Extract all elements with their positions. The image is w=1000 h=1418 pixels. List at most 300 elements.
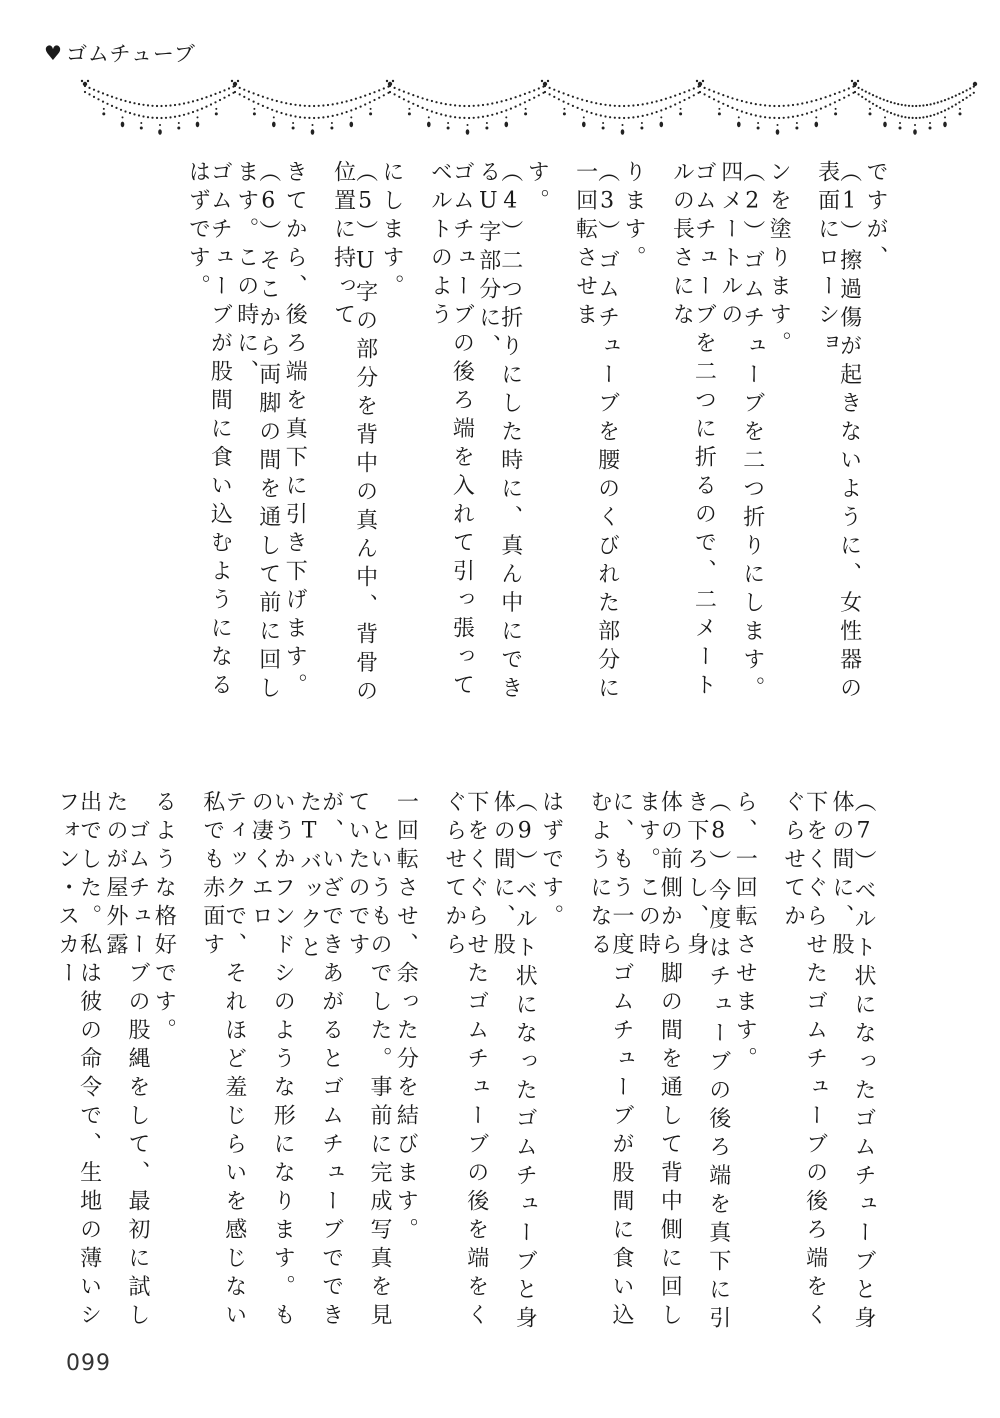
garland-dot bbox=[445, 103, 447, 105]
garland-dot bbox=[651, 112, 653, 114]
garland-dot bbox=[660, 116, 662, 118]
garland-dot bbox=[933, 102, 935, 104]
garland-dot bbox=[901, 115, 903, 117]
garland-dot bbox=[422, 107, 424, 109]
garland-dot bbox=[583, 116, 585, 118]
garland-dot bbox=[398, 96, 400, 98]
garland-dot bbox=[253, 92, 255, 94]
garland-dot bbox=[590, 101, 592, 103]
garland-dot bbox=[431, 110, 433, 112]
garland-dot bbox=[572, 105, 574, 107]
garland-dot bbox=[640, 127, 643, 130]
garland-dot bbox=[151, 105, 153, 107]
garland-dot bbox=[618, 105, 620, 107]
garland-dot bbox=[948, 108, 950, 110]
garland-dot bbox=[602, 127, 605, 130]
garland-dot bbox=[183, 114, 185, 116]
garland-dot bbox=[412, 94, 414, 96]
garland-dot bbox=[922, 116, 924, 118]
garland-dot bbox=[129, 101, 131, 103]
garland-dot bbox=[955, 103, 957, 105]
garland-dot bbox=[857, 80, 859, 82]
garland-dot bbox=[969, 94, 971, 96]
garland-dot bbox=[757, 127, 760, 130]
garland-dot bbox=[930, 115, 932, 117]
garland-dot bbox=[869, 108, 871, 110]
garland-dot bbox=[519, 103, 521, 105]
page-number: 099 bbox=[66, 1351, 111, 1376]
garland-drop bbox=[883, 122, 887, 128]
garland-dot bbox=[834, 101, 836, 103]
text-column: はずです。 bbox=[538, 790, 564, 933]
garland-dot bbox=[944, 109, 946, 111]
garland-dot bbox=[426, 109, 428, 111]
garland-dot bbox=[901, 104, 903, 106]
garland-dot bbox=[937, 101, 939, 103]
garland-dot bbox=[239, 93, 241, 95]
garland-dot bbox=[966, 89, 968, 91]
garland-dot bbox=[103, 108, 105, 110]
garland-dot bbox=[156, 105, 158, 107]
garland-dot bbox=[93, 89, 95, 91]
garland-dot bbox=[872, 103, 874, 105]
garland-dot bbox=[549, 93, 551, 95]
garland-dot bbox=[679, 101, 681, 103]
garland-dot bbox=[577, 97, 579, 99]
garland-dot bbox=[223, 97, 225, 99]
garland-dot bbox=[459, 117, 461, 119]
garland-dot bbox=[422, 97, 424, 99]
garland-dot bbox=[904, 104, 906, 106]
garland-dot bbox=[778, 105, 780, 107]
section-header bbox=[44, 38, 196, 68]
garland-dot bbox=[408, 112, 411, 115]
garland-dot bbox=[741, 110, 743, 112]
garland-dot bbox=[547, 80, 549, 82]
garland-dot bbox=[958, 93, 960, 95]
garland-dot bbox=[276, 100, 278, 102]
garland-dot bbox=[797, 115, 799, 117]
garland-dot bbox=[851, 80, 853, 82]
garland-dot bbox=[868, 92, 870, 94]
garland-dot bbox=[322, 104, 324, 106]
garland-dot bbox=[549, 87, 551, 89]
garland-dot bbox=[558, 98, 560, 100]
garland-drop bbox=[776, 129, 780, 135]
garland-dot bbox=[699, 91, 701, 93]
garland-dot bbox=[388, 82, 392, 86]
garland-dot bbox=[727, 96, 729, 98]
garland-dot bbox=[581, 99, 583, 101]
garland-dot bbox=[435, 101, 437, 103]
garland-dot bbox=[727, 105, 729, 107]
garland-dot bbox=[327, 116, 329, 118]
garland-dot bbox=[623, 105, 625, 107]
garland-dot bbox=[174, 116, 176, 118]
garland-dot bbox=[848, 87, 850, 89]
garland-dot bbox=[731, 97, 733, 99]
garland-dot bbox=[435, 112, 437, 114]
garland-dot bbox=[398, 89, 400, 91]
garland-dot bbox=[431, 100, 433, 102]
garland-dot bbox=[670, 106, 672, 108]
garland-dot bbox=[577, 107, 579, 109]
garland-dot bbox=[693, 94, 695, 96]
garland-dot bbox=[683, 99, 685, 101]
garland-dot bbox=[966, 97, 968, 99]
garland-dot bbox=[408, 92, 410, 94]
garland-dot bbox=[447, 122, 449, 124]
garland-dot bbox=[811, 100, 813, 102]
garland-dot bbox=[787, 116, 789, 118]
garland-dot bbox=[883, 109, 885, 111]
garland-dot bbox=[88, 93, 90, 95]
garland-dot bbox=[929, 127, 932, 130]
garland-dot bbox=[926, 104, 928, 106]
garland-dot bbox=[915, 105, 917, 107]
garland-dot bbox=[440, 102, 442, 104]
garland-dot bbox=[940, 111, 942, 113]
garland-dot bbox=[919, 105, 921, 107]
garland-dot bbox=[392, 80, 394, 82]
garland-dot bbox=[151, 117, 153, 119]
garland-dot bbox=[403, 91, 405, 93]
garland-dot bbox=[595, 102, 597, 104]
garland-dot bbox=[140, 127, 143, 130]
garland-dot bbox=[614, 117, 616, 119]
garland-dot bbox=[373, 91, 375, 93]
garland-dot bbox=[590, 112, 592, 114]
garland-drop bbox=[121, 122, 125, 128]
garland-dot bbox=[637, 116, 639, 118]
garland-dot bbox=[292, 122, 294, 124]
garland-dot bbox=[670, 96, 672, 98]
garland-dot bbox=[285, 113, 287, 115]
garland-dot bbox=[426, 99, 428, 101]
garland-dot bbox=[806, 112, 808, 114]
garland-dot bbox=[355, 108, 357, 110]
garland-dot bbox=[632, 116, 634, 118]
garland-dot bbox=[159, 124, 161, 126]
garland-dot bbox=[192, 111, 194, 113]
garland-dot bbox=[463, 117, 465, 119]
garland-dot bbox=[533, 89, 535, 91]
garland-dot bbox=[861, 96, 863, 98]
garland-dot bbox=[604, 104, 606, 106]
garland-dot bbox=[973, 82, 977, 86]
garland-dot bbox=[750, 102, 752, 104]
garland-dot bbox=[505, 109, 507, 111]
garland-dot bbox=[801, 114, 803, 116]
garland-dot bbox=[83, 82, 87, 86]
garland-dot bbox=[908, 117, 910, 119]
garland-dot bbox=[205, 96, 207, 98]
garland-dot bbox=[394, 87, 396, 89]
garland-dot bbox=[538, 94, 540, 96]
garland-dot bbox=[501, 100, 503, 102]
garland-dot bbox=[378, 97, 380, 99]
garland-dot bbox=[897, 114, 899, 116]
garland-dot bbox=[124, 110, 126, 112]
garland-dot bbox=[656, 100, 658, 102]
garland-dot bbox=[234, 91, 236, 93]
garland-dot bbox=[122, 116, 124, 118]
text-column: ら、一回転させます。 bbox=[732, 790, 758, 1075]
garland-dot bbox=[777, 124, 779, 126]
garland-dot bbox=[228, 94, 230, 96]
garland-dot bbox=[876, 105, 878, 107]
garland-dot bbox=[674, 95, 676, 97]
garland-dot bbox=[879, 107, 881, 109]
garland-dot bbox=[745, 101, 747, 103]
garland-dot bbox=[680, 108, 682, 110]
garland-dot bbox=[541, 80, 543, 82]
garland-dot bbox=[525, 108, 527, 110]
garland-dot bbox=[389, 91, 391, 93]
garland-dot bbox=[937, 112, 939, 114]
garland-dot bbox=[815, 116, 817, 118]
garland-dot bbox=[160, 105, 162, 107]
text-column: （2）ゴムチューブを二つ折りにします。四メートルの bbox=[717, 160, 765, 705]
garland-dot bbox=[797, 103, 799, 105]
garland-drop bbox=[311, 129, 315, 135]
garland-dot bbox=[133, 113, 135, 115]
garland-dot bbox=[294, 104, 296, 106]
garland-drop bbox=[815, 122, 819, 128]
garland-dot bbox=[196, 99, 198, 101]
garland-dot bbox=[915, 117, 917, 119]
garland-dot bbox=[196, 109, 198, 111]
garland-dot bbox=[140, 122, 142, 124]
garland-dot bbox=[783, 105, 785, 107]
garland-dot bbox=[912, 117, 914, 119]
garland-dot bbox=[806, 101, 808, 103]
garland-dot bbox=[563, 108, 565, 110]
garland-dot bbox=[959, 108, 961, 110]
garland-dot bbox=[228, 87, 230, 89]
garland-dot bbox=[955, 95, 957, 97]
text-column: （9）ベルト状になったゴムチューブと身体の間に、股 bbox=[490, 790, 538, 1335]
text-column: るような格好です。 bbox=[151, 790, 177, 1047]
garland-dot bbox=[253, 112, 256, 115]
garland-dot bbox=[759, 115, 761, 117]
garland-dot bbox=[178, 122, 180, 124]
text-column: （7）ベルト状になったゴムチューブと身体の間に、股 bbox=[829, 790, 876, 1335]
garland-dot bbox=[445, 114, 447, 116]
garland-dot bbox=[969, 87, 971, 89]
garland-dot bbox=[865, 91, 867, 93]
garland-dot bbox=[544, 91, 546, 93]
garland-dot bbox=[408, 101, 410, 103]
garland-dot bbox=[417, 105, 419, 107]
garland-dot bbox=[142, 104, 144, 106]
garland-drop bbox=[272, 122, 276, 128]
garland-dot bbox=[106, 94, 108, 96]
garland-dot bbox=[674, 103, 676, 105]
garland-dot bbox=[679, 112, 682, 115]
garland-dot bbox=[618, 117, 620, 119]
garland-dot bbox=[524, 101, 526, 103]
text-column: ンを塗ります。 bbox=[766, 160, 792, 360]
garland-dot bbox=[467, 124, 469, 126]
garland-dot bbox=[764, 116, 766, 118]
garland-dot bbox=[914, 124, 916, 126]
garland-dot bbox=[491, 114, 493, 116]
garland-dot bbox=[138, 103, 140, 105]
garland-dot bbox=[87, 80, 89, 82]
garland-dot bbox=[330, 127, 333, 130]
garland-dot bbox=[304, 105, 306, 107]
garland-dot bbox=[276, 110, 278, 112]
garland-dot bbox=[510, 98, 512, 100]
garland-dot bbox=[192, 100, 194, 102]
garland-dot bbox=[519, 95, 521, 97]
garland-dot bbox=[187, 112, 189, 114]
garland-dot bbox=[318, 105, 320, 107]
garland-dot bbox=[84, 91, 86, 93]
garland-dot bbox=[693, 87, 695, 89]
garland-dot bbox=[369, 93, 371, 95]
garland-dot bbox=[336, 102, 338, 104]
garland-dot bbox=[696, 80, 698, 82]
garland-drop bbox=[427, 122, 431, 128]
garland-dot bbox=[886, 100, 888, 102]
garland-dot bbox=[147, 116, 149, 118]
garland-dot bbox=[253, 108, 255, 110]
garland-dot bbox=[538, 87, 540, 89]
garland-dot bbox=[811, 111, 813, 113]
garland-dot bbox=[926, 116, 928, 118]
garland-dot bbox=[487, 115, 489, 117]
garland-dot bbox=[553, 96, 555, 98]
text-column: が、いざできあがるとゴムチューブでできたTバックと bbox=[296, 790, 344, 1332]
garland-dot bbox=[854, 91, 856, 93]
garland-dot bbox=[736, 109, 738, 111]
garland-dot bbox=[704, 87, 706, 89]
garland-dot bbox=[364, 103, 366, 105]
garland-dot bbox=[642, 103, 644, 105]
garland-dot bbox=[350, 99, 352, 101]
garland-dot bbox=[581, 109, 583, 111]
garland-dot bbox=[428, 116, 430, 118]
garland-dot bbox=[187, 101, 189, 103]
garland-dot bbox=[820, 108, 822, 110]
garland-dot bbox=[133, 102, 135, 104]
garland-dot bbox=[210, 103, 212, 105]
garland-dot bbox=[738, 116, 740, 118]
garland-dot bbox=[487, 103, 489, 105]
garland-dot bbox=[755, 103, 757, 105]
garland-dot bbox=[243, 89, 245, 91]
garland-dot bbox=[412, 103, 414, 105]
garland-dot bbox=[600, 114, 602, 116]
garland-dot bbox=[386, 80, 388, 82]
garland-dot bbox=[142, 115, 144, 117]
garland-dot bbox=[628, 105, 630, 107]
garland-dot bbox=[883, 99, 885, 101]
garland-dot bbox=[894, 102, 896, 104]
garland-dot bbox=[702, 80, 704, 82]
garland-dot bbox=[718, 92, 720, 94]
garland-dot bbox=[253, 101, 255, 103]
garland-dot bbox=[843, 89, 845, 91]
garland-dot bbox=[708, 96, 710, 98]
garland-dot bbox=[88, 87, 90, 89]
garland-dot bbox=[299, 116, 301, 118]
garland-dot bbox=[930, 103, 932, 105]
garland-dot bbox=[248, 91, 250, 93]
garland-dot bbox=[604, 115, 606, 117]
garland-dot bbox=[473, 117, 475, 119]
garland-dot bbox=[350, 116, 352, 118]
garland-dot bbox=[510, 108, 512, 110]
garland-dot bbox=[515, 96, 517, 98]
garland-dot bbox=[679, 93, 681, 95]
garland-dot bbox=[174, 104, 176, 106]
garland-dot bbox=[838, 99, 840, 101]
garland-dot bbox=[563, 101, 565, 103]
garland-dot bbox=[183, 102, 185, 104]
garland-dot bbox=[718, 101, 720, 103]
garland-dot bbox=[165, 105, 167, 107]
garland-dot bbox=[865, 98, 867, 100]
garland-dot bbox=[769, 105, 771, 107]
garland-drop bbox=[505, 122, 509, 128]
garland-dot bbox=[736, 99, 738, 101]
garland-dot bbox=[829, 103, 831, 105]
garland-dot bbox=[308, 105, 310, 107]
garland-dot bbox=[778, 117, 780, 119]
garland-dot bbox=[219, 99, 221, 101]
garland-dot bbox=[449, 115, 451, 117]
garland-dot bbox=[858, 93, 860, 95]
garland-dot bbox=[815, 109, 817, 111]
garland-dot bbox=[331, 122, 333, 124]
text-column: というものでした。事前に完成写真を見ていたのです bbox=[345, 790, 392, 1332]
text-column: （3）ゴムチューブを腰のくびれた部分に一回転させま bbox=[572, 160, 620, 705]
garland-dot bbox=[355, 98, 357, 100]
garland-dot bbox=[796, 122, 798, 124]
text-column: ゴムチューブが股間に食い込むようになるはずです。 bbox=[185, 160, 233, 702]
garland-dot bbox=[280, 112, 282, 114]
garland-dot bbox=[322, 116, 324, 118]
garland-dot bbox=[219, 91, 221, 93]
garland-dot bbox=[373, 99, 375, 101]
garland-dot bbox=[156, 117, 158, 119]
garland-dot bbox=[178, 103, 180, 105]
garland-dot bbox=[346, 111, 348, 113]
garland-dot bbox=[233, 82, 237, 86]
garland-dot bbox=[940, 100, 942, 102]
garland-dot bbox=[929, 122, 931, 124]
garland-dot bbox=[764, 104, 766, 106]
garland-dot bbox=[722, 94, 724, 96]
garland-dot bbox=[835, 108, 837, 110]
garland-dot bbox=[899, 122, 901, 124]
garland-dot bbox=[124, 100, 126, 102]
garland-dot bbox=[403, 98, 405, 100]
garland-dot bbox=[704, 93, 706, 95]
garland-dot bbox=[201, 108, 203, 110]
garland-dot bbox=[285, 102, 287, 104]
garland-dot bbox=[454, 104, 456, 106]
garland-dot bbox=[102, 101, 104, 103]
garland-dot bbox=[741, 100, 743, 102]
garland-dot bbox=[111, 96, 113, 98]
garland-dot bbox=[600, 103, 602, 105]
garland-dot bbox=[243, 96, 245, 98]
garland-dot bbox=[214, 93, 216, 95]
